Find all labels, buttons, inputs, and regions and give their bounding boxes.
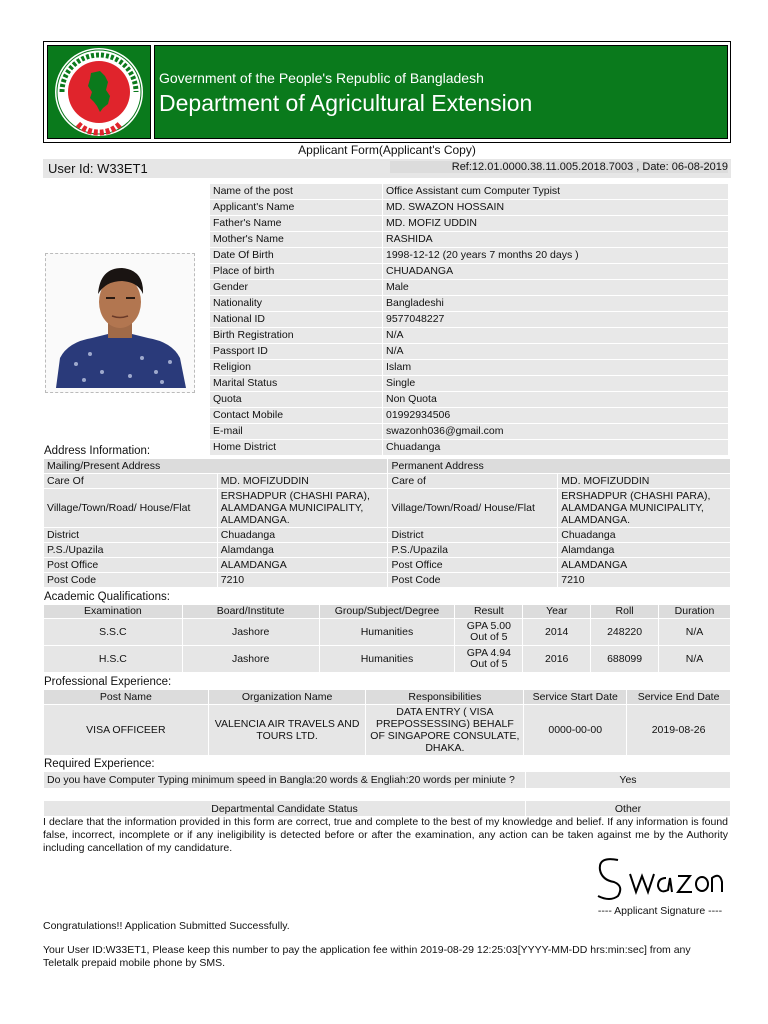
result-gpa: GPA 5.00 [466, 620, 511, 632]
field-value: RASHIDA [383, 232, 729, 248]
professional-header: Post Name [44, 690, 209, 705]
personal-row [210, 392, 729, 408]
academic-board: Jashore [182, 646, 319, 673]
address-row [44, 558, 731, 573]
success-message: Congratulations!! Application Submitted Successfully. [43, 920, 290, 932]
academic-board: Jashore [182, 619, 319, 646]
field-label: National ID [210, 312, 383, 328]
address-value: 7210 [558, 573, 731, 588]
address-value: MD. MOFIZUDDIN [217, 474, 388, 489]
personal-row [210, 312, 729, 328]
academic-table [43, 604, 731, 673]
academic-result [455, 646, 523, 673]
address-label: Village/Town/Road/ House/Flat [388, 489, 558, 528]
address-value: Chuadanga [558, 528, 731, 543]
address-row [44, 474, 731, 489]
field-value: MD. MOFIZ UDDIN [383, 216, 729, 232]
professional-post: VISA OFFICEER [44, 705, 209, 756]
required-section-title: Required Experience: [44, 758, 155, 770]
field-value: Islam [383, 360, 729, 376]
personal-row [210, 184, 729, 200]
academic-group: Humanities [319, 619, 455, 646]
professional-end: 2019-08-26 [627, 705, 731, 756]
field-value: swazonh036@gmail.com [383, 424, 729, 440]
address-label: Post Office [388, 558, 558, 573]
field-value: Chuadanga [383, 440, 729, 456]
header [43, 41, 731, 143]
address-label: District [44, 528, 218, 543]
professional-header-row [44, 690, 731, 705]
departmental-value: Other [526, 801, 731, 817]
field-label: Mother's Name [210, 232, 383, 248]
academic-row [44, 619, 731, 646]
result-gpa: GPA 4.94 [466, 647, 511, 659]
address-table [43, 458, 731, 588]
address-value: ALAMDANGA [558, 558, 731, 573]
departmental-status-table [43, 800, 731, 817]
result-scale: Out of 5 [470, 631, 508, 643]
field-label: Quota [210, 392, 383, 408]
address-label: Care Of [44, 474, 218, 489]
personal-row [210, 216, 729, 232]
field-label: Nationality [210, 296, 383, 312]
government-seal-icon [48, 46, 150, 138]
field-value: Male [383, 280, 729, 296]
declaration-text: I declare that the information provided in this form are correct, true and complete to the best of my knowledge and belief. If any information is found false, incorrect, incomplete or if any ineligibility is detected before or after the examination, any action can be taken against me by the Authority including cancellation of my candidature. [43, 816, 728, 854]
academic-result [455, 619, 523, 646]
address-value: ERSHADPUR (CHASHI PARA), ALAMDANGA MUNICIPALITY, ALAMDANGA. [558, 489, 731, 528]
academic-header: Roll [591, 605, 659, 619]
academic-header: Result [455, 605, 523, 619]
payment-instructions: Your User ID:W33ET1, Please keep this number to pay the application fee within 2019-08-29 12:25:03[YYYY-MM-DD hrs:min:sec] from any Teletalk prepaid mobile phone by SMS. [43, 944, 691, 969]
academic-header-row [44, 605, 731, 619]
academic-header: Board/Institute [182, 605, 319, 619]
personal-row [210, 248, 729, 264]
field-label: Marital Status [210, 376, 383, 392]
personal-row [210, 424, 729, 440]
address-label: P.S./Upazila [44, 543, 218, 558]
address-row [44, 543, 731, 558]
address-label: Post Code [388, 573, 558, 588]
address-value: Alamdanga [558, 543, 731, 558]
field-value: Bangladeshi [383, 296, 729, 312]
field-label: Father's Name [210, 216, 383, 232]
personal-row [210, 344, 729, 360]
academic-year: 2014 [523, 619, 591, 646]
address-label: District [388, 528, 558, 543]
personal-row [210, 280, 729, 296]
mailing-address-header: Mailing/Present Address [44, 459, 388, 474]
field-label: Name of the post [210, 184, 383, 200]
academic-group: Humanities [319, 646, 455, 673]
academic-header: Group/Subject/Degree [319, 605, 455, 619]
academic-header: Year [523, 605, 591, 619]
personal-row [210, 264, 729, 280]
address-value: Chuadanga [217, 528, 388, 543]
address-value: MD. MOFIZUDDIN [558, 474, 731, 489]
field-label: Place of birth [210, 264, 383, 280]
professional-section-title: Professional Experience: [44, 676, 172, 688]
field-label: Contact Mobile [210, 408, 383, 424]
professional-start: 0000-00-00 [524, 705, 627, 756]
professional-header: Service Start Date [524, 690, 627, 705]
academic-duration: N/A [659, 646, 731, 673]
professional-header: Responsibilities [366, 690, 524, 705]
academic-year: 2016 [523, 646, 591, 673]
personal-row [210, 376, 729, 392]
result-scale: Out of 5 [470, 658, 508, 670]
address-value: ERSHADPUR (CHASHI PARA), ALAMDANGA MUNICIPALITY, ALAMDANGA. [217, 489, 388, 528]
academic-header: Duration [659, 605, 731, 619]
academic-roll: 688099 [591, 646, 659, 673]
person-photo-icon [46, 254, 194, 392]
address-value: ALAMDANGA [217, 558, 388, 573]
form-title: Applicant Form(Applicant's Copy) [298, 143, 476, 157]
field-label: Gender [210, 280, 383, 296]
address-row [44, 573, 731, 588]
professional-org: VALENCIA AIR TRAVELS AND TOURS LTD. [208, 705, 366, 756]
academic-exam: H.S.C [44, 646, 183, 673]
field-label: E-mail [210, 424, 383, 440]
professional-table [43, 689, 731, 756]
field-value: Office Assistant cum Computer Typist [383, 184, 729, 200]
field-label: Applicant's Name [210, 200, 383, 216]
professional-header: Service End Date [627, 690, 731, 705]
required-question: Do you have Computer Typing minimum speed in Bangla:20 words & Engliah:20 words per miniute ? [44, 772, 526, 789]
logo-container [47, 45, 151, 139]
user-id: User Id: W33ET1 [48, 161, 148, 176]
field-label: Religion [210, 360, 383, 376]
address-section-title: Address Information: [44, 445, 151, 457]
academic-row [44, 646, 731, 673]
address-label: P.S./Upazila [388, 543, 558, 558]
departmental-label: Departmental Candidate Status [44, 801, 526, 817]
field-value: MD. SWAZON HOSSAIN [383, 200, 729, 216]
professional-row [44, 705, 731, 756]
professional-header: Organization Name [208, 690, 366, 705]
address-label: Post Code [44, 573, 218, 588]
field-label: Birth Registration [210, 328, 383, 344]
required-experience-table [43, 771, 731, 789]
academic-roll: 248220 [591, 619, 659, 646]
address-value: Alamdanga [217, 543, 388, 558]
government-title: Government of the People's Republic of Bangladesh [159, 70, 484, 86]
academic-section-title: Academic Qualifications: [44, 591, 170, 603]
department-title: Department of Agricultural Extension [159, 90, 533, 116]
personal-row [210, 360, 729, 376]
address-value: 7210 [217, 573, 388, 588]
personal-info-table [209, 183, 729, 456]
address-row [44, 528, 731, 543]
address-label: Post Office [44, 558, 218, 573]
applicant-photo [45, 253, 195, 393]
field-label: Passport ID [210, 344, 383, 360]
academic-header: Examination [44, 605, 183, 619]
signature-label: ---- Applicant Signature ---- [597, 905, 723, 917]
applicant-signature [590, 852, 730, 904]
permanent-address-header: Permanent Address [388, 459, 731, 474]
personal-row [210, 296, 729, 312]
field-value: Single [383, 376, 729, 392]
academic-exam: S.S.C [44, 619, 183, 646]
field-value: N/A [383, 328, 729, 344]
field-label: Home District [210, 440, 383, 456]
personal-row [210, 232, 729, 248]
field-value: 01992934506 [383, 408, 729, 424]
address-row [44, 489, 731, 528]
personal-row [210, 408, 729, 424]
field-value: Non Quota [383, 392, 729, 408]
personal-row [210, 200, 729, 216]
title-banner [154, 45, 728, 139]
personal-row [210, 440, 729, 456]
address-label: Care of [388, 474, 558, 489]
academic-duration: N/A [659, 619, 731, 646]
professional-resp: DATA ENTRY ( VISA PREPOSSESSING) BEHALF OF SINGAPORE CONSULATE, DHAKA. [366, 705, 524, 756]
field-value: 9577048227 [383, 312, 729, 328]
field-value: CHUADANGA [383, 264, 729, 280]
field-label: Date Of Birth [210, 248, 383, 264]
address-label: Village/Town/Road/ House/Flat [44, 489, 218, 528]
reference-number: Ref:12.01.0000.38.11.005.2018.7003 , Date: 06-08-2019 [390, 161, 728, 173]
field-value: 1998-12-12 (20 years 7 months 20 days ) [383, 248, 729, 264]
required-answer: Yes [526, 772, 731, 789]
field-value: N/A [383, 344, 729, 360]
personal-row [210, 328, 729, 344]
